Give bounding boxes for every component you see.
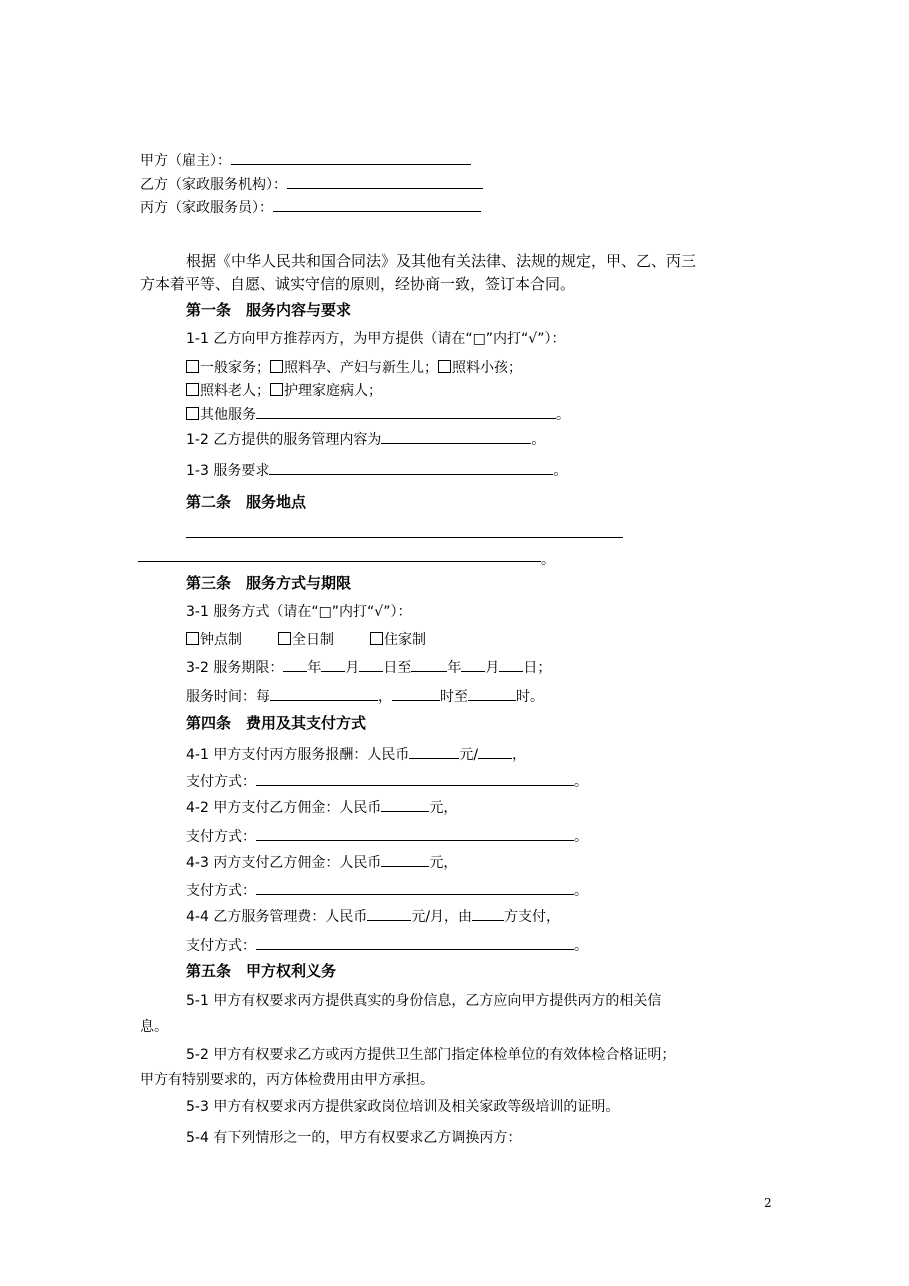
start-hour-blank[interactable] <box>392 686 440 701</box>
start-year-blank[interactable] <box>283 657 307 672</box>
article-4-heading: 第四条 费用及其支付方式 <box>186 714 367 732</box>
payment-method-label: 支付方式： <box>186 829 256 845</box>
option-general-label: 一般家务； <box>200 360 270 376</box>
day-end-label: 日； <box>523 660 552 676</box>
payment-method-blank-3[interactable] <box>256 880 574 895</box>
service-fee-amount-blank[interactable] <box>409 744 459 759</box>
party-c-label: 丙方（家政服务员）： <box>140 200 273 216</box>
option-elder-label: 照料老人； <box>200 383 270 399</box>
service-options-row-3 <box>186 404 570 424</box>
payment-method-line-4 <box>186 935 588 955</box>
intro-line-2: 方本着平等、自愿、诚实守信的原则，经协商一致，签订本合同。 <box>140 275 576 293</box>
location-blank-line-2[interactable] <box>138 561 541 562</box>
end-day-blank[interactable] <box>499 657 523 672</box>
yuan-per-month-label: 元/月，由 <box>411 909 473 925</box>
checkbox-other[interactable] <box>186 407 199 420</box>
month-label: 月 <box>485 660 500 676</box>
location-blank-line-1[interactable] <box>186 537 623 538</box>
hour-to-label: 时至 <box>440 689 468 705</box>
payer-blank[interactable] <box>472 906 504 921</box>
clause-4-2-label: 4-2 甲方支付乙方佣金：人民币 <box>186 800 382 816</box>
party-c-line <box>140 197 481 217</box>
end-year-blank[interactable] <box>411 657 447 672</box>
service-time-line <box>186 686 544 706</box>
option-child-label: 照料小孩； <box>452 360 522 376</box>
party-b-blank[interactable] <box>287 174 483 189</box>
option-patient-label: 护理家庭病人； <box>284 383 382 399</box>
party-a-line <box>140 150 471 170</box>
checkbox-livein[interactable] <box>370 632 383 645</box>
party-b-label: 乙方（家政服务机构）： <box>140 177 287 193</box>
clause-1-3-label: 1-3 服务要求 <box>186 463 270 479</box>
yuan-comma-label: 元， <box>429 855 458 871</box>
payment-method-blank-1[interactable] <box>256 771 574 786</box>
checkbox-fullday[interactable] <box>278 632 291 645</box>
clause-5-4: 5-4 有下列情形之一的，甲方有权要求乙方调换丙方： <box>186 1130 522 1146</box>
month-label: 月 <box>345 660 360 676</box>
clause-4-3 <box>186 852 457 872</box>
year-label: 年 <box>307 660 322 676</box>
option-livein-label: 住家制 <box>384 632 426 648</box>
payment-method-label: 支付方式： <box>186 883 256 899</box>
party-pays-label: 方支付， <box>504 909 561 925</box>
checkbox-elder[interactable] <box>186 383 199 396</box>
article-3-heading: 第三条 服务方式与期限 <box>186 574 352 592</box>
checkbox-patient[interactable] <box>270 383 283 396</box>
clause-1-2-label: 1-2 乙方提供的服务管理内容为 <box>186 432 382 448</box>
payment-method-line-1 <box>186 771 588 791</box>
start-day-blank[interactable] <box>359 657 383 672</box>
service-time-label: 服务时间：每 <box>186 689 270 705</box>
commission-a-amount-blank[interactable] <box>381 797 429 812</box>
party-a-label: 甲方（雇主）： <box>140 153 231 169</box>
year-label: 年 <box>447 660 462 676</box>
hour-end-label: 时。 <box>516 689 544 705</box>
option-pregnant-label: 照料孕、产妇与新生儿； <box>284 360 438 376</box>
clause-5-1-line-2: 息。 <box>140 1019 168 1035</box>
article-5-heading: 第五条 甲方权利义务 <box>186 962 337 980</box>
payment-method-blank-4[interactable] <box>256 935 574 950</box>
page-number: 2 <box>764 1196 772 1210</box>
checkbox-pregnant[interactable] <box>270 360 283 373</box>
clause-1-3 <box>186 460 567 480</box>
management-fee-amount-blank[interactable] <box>367 906 411 921</box>
comma-mark: ， <box>378 689 392 705</box>
clause-5-1-line-1: 5-1 甲方有权要求丙方提供真实的身份信息，乙方应向甲方提供丙方的相关信 <box>186 993 662 1009</box>
party-b-line <box>140 174 483 194</box>
checkbox-general[interactable] <box>186 360 199 373</box>
clause-5-3: 5-3 甲方有权要求丙方提供家政岗位培训及相关家政等级培训的证明。 <box>186 1099 620 1115</box>
period-mark: 。 <box>574 883 588 899</box>
service-options-row-2 <box>186 381 382 401</box>
other-service-blank[interactable] <box>256 404 556 419</box>
payment-method-label: 支付方式： <box>186 938 256 954</box>
end-hour-blank[interactable] <box>468 686 516 701</box>
clause-4-1 <box>186 744 526 764</box>
period-mark: 。 <box>574 829 588 845</box>
service-mode-options <box>186 630 426 650</box>
commission-c-amount-blank[interactable] <box>381 852 429 867</box>
yuan-per-label: 元/ <box>459 747 479 763</box>
checkbox-child[interactable] <box>438 360 451 373</box>
clause-1-2 <box>186 429 545 449</box>
option-other-label: 其他服务 <box>200 407 256 423</box>
clause-4-1-label: 4-1 甲方支付丙方服务报酬：人民币 <box>186 747 410 763</box>
period-mark: 。 <box>556 407 570 423</box>
start-month-blank[interactable] <box>321 657 345 672</box>
service-time-period-blank[interactable] <box>270 686 378 701</box>
clause-1-1: 1-1 乙方向甲方推荐丙方，为甲方提供（请在“□”内打“√”）： <box>186 331 566 347</box>
day-to-label: 日至 <box>383 660 412 676</box>
clause-4-3-label: 4-3 丙方支付乙方佣金：人民币 <box>186 855 382 871</box>
yuan-comma-label: 元， <box>429 800 458 816</box>
service-options-row-1 <box>186 358 522 378</box>
payment-method-blank-2[interactable] <box>256 826 574 841</box>
term-label: 3-2 服务期限： <box>186 660 284 676</box>
checkbox-hourly[interactable] <box>186 632 199 645</box>
article-1-heading: 第一条 服务内容与要求 <box>186 301 352 319</box>
period-mark: 。 <box>553 463 568 479</box>
clause-3-2 <box>186 657 551 677</box>
service-requirements-blank[interactable] <box>269 460 553 475</box>
fee-unit-blank[interactable] <box>478 744 512 759</box>
end-month-blank[interactable] <box>461 657 485 672</box>
clause-5-2-line-2: 甲方有特别要求的，丙方体检费用由甲方承担。 <box>140 1072 434 1088</box>
payment-method-label: 支付方式： <box>186 774 256 790</box>
clause-4-4 <box>186 906 560 926</box>
period-mark: 。 <box>531 432 546 448</box>
payment-method-line-3 <box>186 880 588 900</box>
clause-3-1: 3-1 服务方式（请在“□”内打“√”）： <box>186 604 412 620</box>
clause-4-2 <box>186 797 457 817</box>
party-c-blank[interactable] <box>273 197 481 212</box>
comma-mark: ， <box>512 747 527 763</box>
option-fullday-label: 全日制 <box>292 632 334 648</box>
intro-line-1: 根据《中华人民共和国合同法》及其他有关法律、法规的规定，甲、乙、丙三 <box>186 252 697 270</box>
period-mark: 。 <box>574 774 588 790</box>
clause-5-2-line-1: 5-2 甲方有权要求乙方或丙方提供卫生部门指定体检单位的有效体检合格证明； <box>186 1047 676 1063</box>
option-hourly-label: 钟点制 <box>200 632 242 648</box>
management-content-blank[interactable] <box>381 429 531 444</box>
article-2-heading: 第二条 服务地点 <box>186 493 307 511</box>
clause-4-4-label: 4-4 乙方服务管理费：人民币 <box>186 909 368 925</box>
period-mark: 。 <box>574 938 588 954</box>
party-a-blank[interactable] <box>231 150 471 165</box>
payment-method-line-2 <box>186 826 588 846</box>
period-mark: 。 <box>541 552 555 568</box>
